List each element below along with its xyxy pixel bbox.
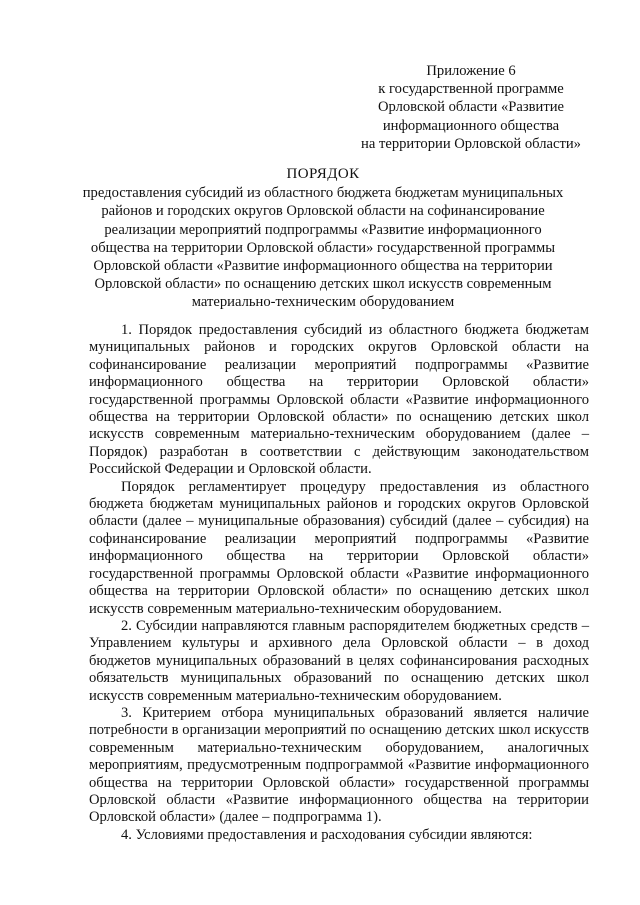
appendix-line: информационного общества — [382, 117, 560, 134]
paragraph: 2. Субсидии направляются главным распорядителем бюджетных средств – Управлением культуры и архивного дела Орловской области – в доход бюджетов муниципальных образований в целях софинансирования расходных обязательств муниципальных образований по оснащению детских школ искусств современным материально-техническим оборудованием. — [89, 617, 589, 704]
document-title — [60, 165, 586, 312]
paragraph: Порядок регламентирует процедуру предоставления из областного бюджета бюджетам муниципальных районов и городских округов Орловской области (далее – муниципальные образования) субсидий (далее – субсидия) на софинансирование реализации мероприятий подпрограммы «Развитие информационного общества на территории Орловской области» государственной программы Орловской области «Развитие информационного общества на территории Орловской области» по оснащению детских школ искусств современным материально-техническим оборудованием. — [89, 478, 589, 617]
title-line: предоставления субсидий из областного бюджета бюджетам муниципальных — [82, 185, 564, 202]
title-line: Орловской области «Развитие информационного общества на территории — [93, 258, 553, 275]
appendix-header — [336, 62, 606, 153]
title-line: районов и городских округов Орловской области на софинансирование — [101, 203, 545, 220]
appendix-line: к государственной программе — [378, 81, 564, 98]
paragraph: 1. Порядок предоставления субсидий из областного бюджета бюджетам муниципальных районов и городских округов Орловской области на софинансирование реализации мероприятий подпрограммы «Развитие информационного общества на территории Орловской области» государственной программы Орловской области «Развитие информационного общества на территории Орловской области» по оснащению детских школ искусств современным материально-техническим оборудованием (далее – Порядок) разработан в соответствии с действующим законодательством Российской Федерации и Орловской области. — [89, 322, 589, 478]
title-line: Орловской области» по оснащению детских школ искусств современным — [94, 276, 552, 293]
title-heading: ПОРЯДОК — [286, 166, 360, 182]
paragraph: 4. Условиями предоставления и расходования субсидии являются: — [121, 826, 533, 843]
appendix-line: Орловской области «Развитие — [377, 99, 565, 116]
paragraph: 3. Критерием отбора муниципальных образований является наличие потребности в организации мероприятий по оснащению детских школ искусств современным материально-техническим оборудованием, аналогичных мероприятиям, предусмотренным подпрограммой «Развитие информационного общества на территории Орловской области» государственной программы Орловской области «Развитие информационного общества на территории Орловской области» (далее – подпрограмма 1). — [89, 704, 589, 826]
title-line: материально-техническим оборудованием — [191, 294, 455, 311]
appendix-line: на территории Орловской области» — [361, 135, 581, 152]
document-body — [89, 322, 589, 844]
appendix-line: Приложение 6 — [426, 63, 516, 79]
title-line: общества на территории Орловской области» государственной программы — [90, 239, 556, 256]
title-line: реализации мероприятий подпрограммы «Развитие информационного — [104, 221, 542, 238]
